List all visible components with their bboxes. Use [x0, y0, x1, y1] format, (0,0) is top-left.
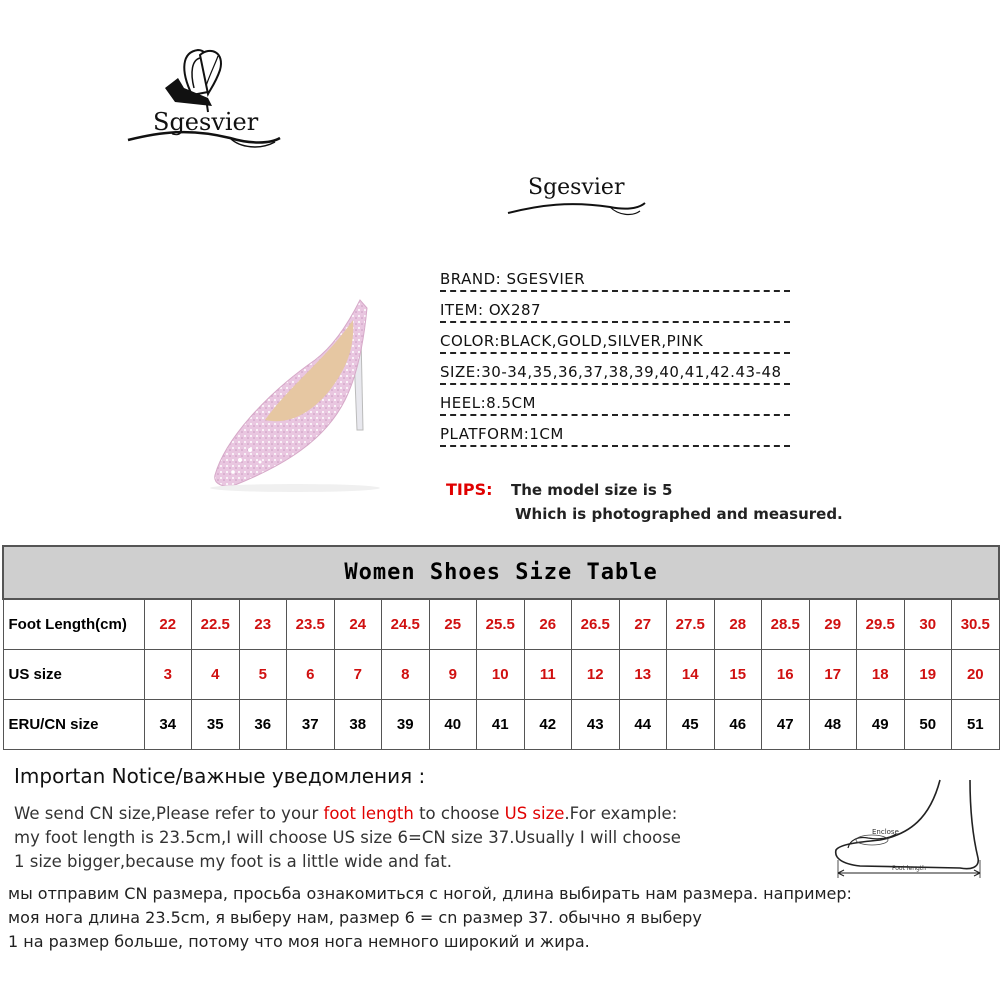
size-cell: 37 — [287, 700, 335, 750]
table-row-us-size — [3, 650, 999, 700]
size-cell: 23.5 — [287, 599, 335, 650]
size-cell: 26.5 — [572, 599, 620, 650]
size-cell: 10 — [477, 650, 525, 700]
size-cell: 13 — [619, 650, 667, 700]
pink-heel-shoe-icon — [195, 290, 425, 495]
size-cell: 39 — [382, 700, 430, 750]
notice-en-line-1 — [14, 804, 677, 823]
size-cell: 23 — [239, 599, 287, 650]
table-row-cn-size — [3, 700, 999, 750]
size-table-title: Women Shoes Size Table — [3, 546, 999, 599]
brand-logo-small — [500, 165, 650, 225]
size-cell: 3 — [144, 650, 192, 700]
size-cell: 30 — [904, 599, 952, 650]
spec-platform: PLATFORM:1CM — [440, 425, 790, 447]
table-row-foot-length — [3, 599, 999, 650]
foot-length-label: Foot length — [892, 865, 926, 872]
size-row-label: ERU/CN size — [3, 700, 144, 750]
size-cell: 35 — [192, 700, 240, 750]
foot-measure-diagram — [820, 778, 995, 883]
brand-logo-text: Sgesvier — [153, 108, 259, 136]
notice-en-text: We send CN size,Please refer to your — [14, 804, 324, 823]
size-cell: 42 — [524, 700, 572, 750]
size-cell: 51 — [952, 700, 1000, 750]
notice-ru-line-1: мы отправим CN размера, просьба ознакомиться с ногой, длина выбирать нам размера. например: — [8, 884, 852, 903]
size-cell: 7 — [334, 650, 382, 700]
size-cell: 22 — [144, 599, 192, 650]
size-row-label: Foot Length(cm) — [3, 599, 144, 650]
size-cell: 14 — [667, 650, 715, 700]
tips-text-1: The model size is 5 — [511, 481, 673, 499]
size-cell: 27 — [619, 599, 667, 650]
foot-outline-icon — [820, 778, 995, 883]
size-cell: 20 — [952, 650, 1000, 700]
size-cell: 46 — [714, 700, 762, 750]
size-cell: 28.5 — [762, 599, 810, 650]
product-shoe-image — [195, 290, 425, 495]
size-cell: 25.5 — [477, 599, 525, 650]
size-cell: 8 — [382, 650, 430, 700]
size-cell: 30.5 — [952, 599, 1000, 650]
size-cell: 6 — [287, 650, 335, 700]
size-cell: 26 — [524, 599, 572, 650]
notice-en-text: to choose — [413, 804, 505, 823]
size-table — [2, 545, 1000, 750]
size-cell: 43 — [572, 700, 620, 750]
size-cell: 45 — [667, 700, 715, 750]
foot-enclose-label: Enclose — [872, 828, 899, 836]
spec-color: COLOR:BLACK,GOLD,SILVER,PINK — [440, 332, 790, 354]
size-cell: 29 — [809, 599, 857, 650]
size-cell: 28 — [714, 599, 762, 650]
size-cell: 22.5 — [192, 599, 240, 650]
size-cell: 12 — [572, 650, 620, 700]
notice-ru-line-2: моя нога длина 23.5cm, я выберу нам, размер 6 = cn размер 37. обычно я выберу — [8, 908, 702, 927]
logo-swoosh-icon — [500, 165, 650, 225]
notice-en-line-2: my foot length is 23.5cm,I will choose US size 6=CN size 37.Usually I will choose — [14, 828, 681, 847]
size-cell: 19 — [904, 650, 952, 700]
size-cell: 5 — [239, 650, 287, 700]
size-cell: 24 — [334, 599, 382, 650]
butterfly-shoe-icon — [120, 40, 290, 160]
size-cell: 4 — [192, 650, 240, 700]
size-cell: 15 — [714, 650, 762, 700]
spec-item: ITEM: OX287 — [440, 301, 790, 323]
size-cell: 9 — [429, 650, 477, 700]
size-cell: 17 — [809, 650, 857, 700]
tips-label: TIPS: — [446, 480, 493, 499]
size-cell: 27.5 — [667, 599, 715, 650]
size-cell: 41 — [477, 700, 525, 750]
size-cell: 34 — [144, 700, 192, 750]
brand-logo-small-text: Sgesvier — [528, 175, 625, 200]
size-cell: 40 — [429, 700, 477, 750]
tips-text-2: Which is photographed and measured. — [515, 505, 843, 523]
notice-en-text: .For example: — [564, 804, 678, 823]
size-cell: 36 — [239, 700, 287, 750]
size-cell: 11 — [524, 650, 572, 700]
notice-foot-length-highlight: foot length — [323, 804, 414, 823]
size-row-label: US size — [3, 650, 144, 700]
size-cell: 25 — [429, 599, 477, 650]
size-cell: 16 — [762, 650, 810, 700]
size-cell: 49 — [857, 700, 905, 750]
size-cell: 29.5 — [857, 599, 905, 650]
brand-logo — [120, 40, 290, 160]
notice-en-line-3: 1 size bigger,because my foot is a little wide and fat. — [14, 852, 452, 871]
size-cell: 50 — [904, 700, 952, 750]
size-cell: 48 — [809, 700, 857, 750]
size-cell: 18 — [857, 650, 905, 700]
notice-title: Importan Notice/важные уведомления : — [14, 764, 426, 788]
spec-heel: HEEL:8.5CM — [440, 394, 790, 416]
spec-brand: BRAND: SGESVIER — [440, 270, 790, 292]
size-cell: 44 — [619, 700, 667, 750]
notice-ru-line-3: 1 на размер больше, потому что моя нога немного широкий и жира. — [8, 932, 590, 951]
size-cell: 47 — [762, 700, 810, 750]
spec-size: SIZE:30-34,35,36,37,38,39,40,41,42.43-48 — [440, 363, 790, 385]
notice-us-size-highlight: US size — [504, 804, 565, 823]
size-cell: 24.5 — [382, 599, 430, 650]
size-cell: 38 — [334, 700, 382, 750]
